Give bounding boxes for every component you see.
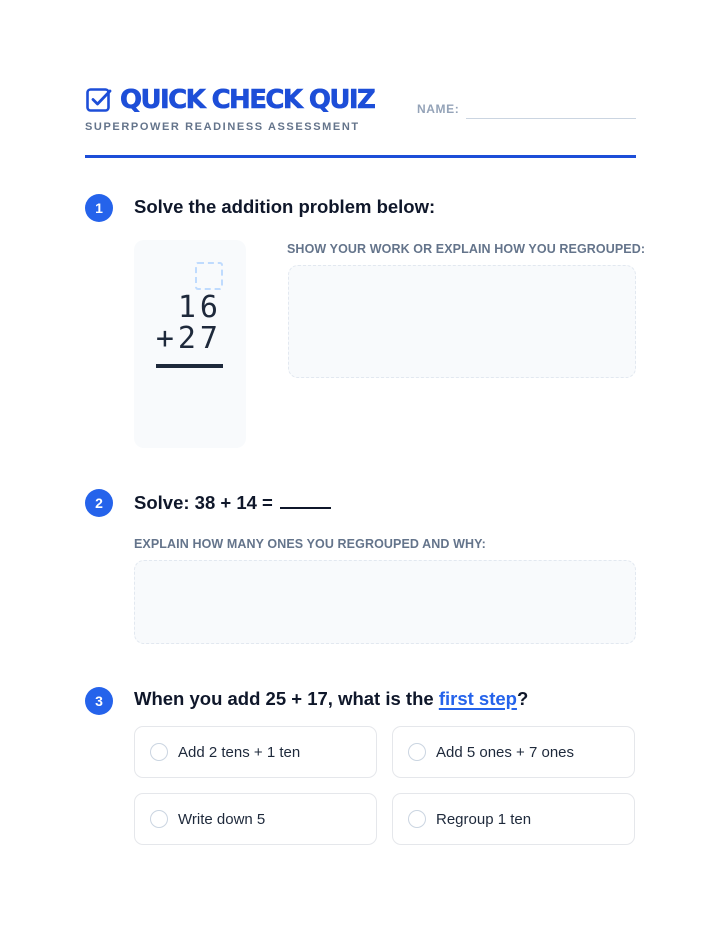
question-2-prompt: Solve: 38 + 14 = <box>134 492 273 513</box>
work-answer-box[interactable] <box>288 265 636 378</box>
option-regroup[interactable] <box>392 793 635 845</box>
option-label: Add 2 tens + 1 ten <box>178 743 301 761</box>
radio-button[interactable] <box>408 810 426 828</box>
radio-button[interactable] <box>150 810 168 828</box>
question-2-prompt-row <box>134 491 331 514</box>
highlight-first-step: first step <box>438 688 517 709</box>
name-label: NAME: <box>417 102 460 116</box>
option-write-down[interactable] <box>134 793 377 845</box>
carry-box[interactable] <box>195 262 223 290</box>
name-input-line[interactable] <box>466 118 636 119</box>
question-3-badge: 3 <box>85 687 113 715</box>
question-2-badge: 2 <box>85 489 113 517</box>
explain-answer-box[interactable] <box>134 560 636 644</box>
explain-label: EXPLAIN HOW MANY ONES YOU REGROUPED AND WHY: <box>134 537 486 551</box>
addend-top: 16 <box>177 290 222 325</box>
quiz-subtitle: SUPERPOWER READINESS ASSESSMENT <box>85 121 360 133</box>
radio-button[interactable] <box>150 743 168 761</box>
addend-bottom: +27 <box>155 321 222 356</box>
checkbox-icon <box>85 86 113 114</box>
question-1-badge: 1 <box>85 194 113 222</box>
option-label: Write down 5 <box>178 810 266 828</box>
option-add-ones[interactable] <box>392 726 635 778</box>
question-3-prompt <box>134 688 528 710</box>
work-label: SHOW YOUR WORK OR EXPLAIN HOW YOU REGROUPED: <box>287 242 646 256</box>
answer-blank[interactable] <box>280 491 331 509</box>
option-label: Add 5 ones + 7 ones <box>436 743 575 761</box>
quiz-title: QUICK CHECK QUIZ <box>120 85 375 115</box>
question-3-prompt-start: When you add 25 + 17, what is the <box>134 688 439 709</box>
option-label: Regroup 1 ten <box>436 810 532 828</box>
sum-line <box>156 364 223 368</box>
title-row <box>85 86 374 114</box>
question-1-prompt: Solve the addition problem below: <box>134 196 436 217</box>
question-3-prompt-end: ? <box>516 688 529 709</box>
quiz-header <box>85 86 636 158</box>
radio-button[interactable] <box>408 743 426 761</box>
addition-problem-card <box>134 240 246 448</box>
option-add-tens[interactable] <box>134 726 377 778</box>
header-divider <box>85 155 636 158</box>
